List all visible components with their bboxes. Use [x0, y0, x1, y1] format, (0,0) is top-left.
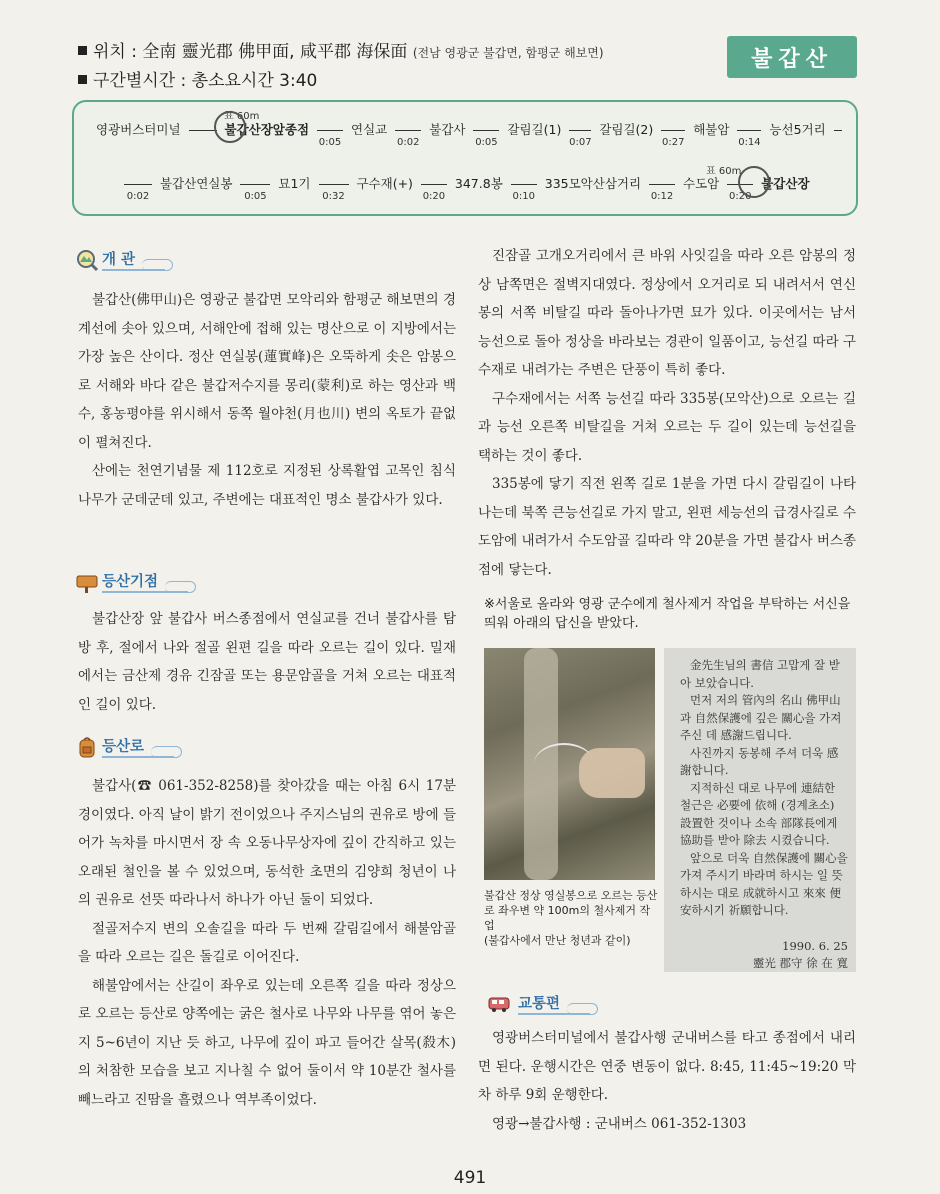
route-stop: 묘1기 [278, 176, 311, 191]
right-column-text [478, 242, 856, 584]
route-stop: 갈림길(2) [599, 122, 654, 137]
route-stop: 347.8봉 [454, 176, 503, 191]
letter-signature: 靈光 郡守 徐 在 寬 [752, 956, 848, 970]
caption-line: (불갑사에서 만난 청년과 같이) [484, 934, 631, 947]
time-label: 구간별시간 : 총소요시간 3:40 [93, 71, 318, 91]
route-stop: 능선5거리 [769, 122, 826, 137]
letter-note: ※서울로 올라와 영광 군수에게 철사제거 작업을 부탁하는 서신을 띄워 아래의 답신을 받았다. [484, 597, 851, 631]
route-stop: 335모악산삼거리 [544, 176, 642, 191]
location-small: (전남 영광군 불갑면, 함평군 해보면) [412, 46, 604, 60]
elevation-label: 표 60m [706, 166, 742, 177]
route-stop: 해불암 [693, 122, 730, 137]
route-stop: 영광버스터미널 [96, 122, 181, 137]
section-label: 교통편 [518, 992, 590, 1015]
reply-letter [664, 648, 856, 972]
route-stop: 수도암 [683, 176, 720, 191]
route-segment: 0:02 [395, 130, 421, 131]
section-label: 등산로 [102, 735, 174, 758]
route-segment: 0:27 [661, 130, 685, 131]
photo-caption [484, 888, 659, 948]
route-segment: 0:12 [649, 184, 675, 185]
letter-paragraph: 사진까지 동봉해 주셔 더욱 感謝합니다. [680, 745, 839, 777]
signpost-icon [76, 571, 98, 593]
overview-text [78, 286, 456, 514]
bullet-square-icon [78, 75, 87, 84]
route-segment: 0:07 [569, 130, 591, 131]
letter-paragraph: 金先生님의 書信 고맙게 잘 받아 보았습니다. [680, 658, 840, 690]
wire-removal-photo [484, 648, 655, 880]
route-segment: 0:10 [511, 184, 537, 185]
route-stop: 불갑산장앞종점 [224, 122, 310, 137]
route-row-1 [96, 120, 846, 148]
paragraph: 영광→불갑사행 : 군내버스 061-352-1303 [492, 1115, 747, 1132]
route-segment: 0:20 [421, 184, 447, 185]
section-trail-start [76, 570, 188, 593]
letter-date: 1990. 6. 25 [782, 938, 848, 953]
paragraph: 불갑산(佛甲山)은 영광군 불갑면 모악리와 함평군 해보면의 경계선에 솟아 있으며, 서해안에 접해 있는 명산으로 이 지방에서는 가장 높은 산이다. 정산 연실봉(蓮實峰)은 오뚝하게 솟은 암봉으로 서해와 바다 같은 불갑저수지를 몽리(蒙利)로 하는 영산과 백수, 홍농평야를 위시해서 동쪽 월야천(月也川) 변의 옥토가 끝없이 펼쳐진다. [78, 292, 456, 451]
magnifier-mountain-icon [76, 249, 98, 271]
elevation-label: 표 60m [224, 111, 260, 122]
transport-text [478, 1024, 856, 1138]
location-label: 위치 : 全南 靈光郡 佛甲面, 咸平郡 海保面 [93, 42, 408, 62]
route-segment: 0:20 [727, 184, 753, 185]
trail-start-text [78, 605, 456, 719]
climbing-route-text [78, 772, 456, 1114]
caption-line: 불갑산 정상 영실봉으로 오르는 등산로 좌우변 약 100m의 철사제거 작업 [484, 889, 658, 932]
letter-paragraph: 지적하신 대로 나무에 連結한 철근은 必要에 依해 (경계초소) 設置한 것이나 소속 部隊長에게 協助를 받아 除去 시켰습니다. [680, 780, 838, 847]
paragraph: 불갑산장 앞 불갑사 버스종점에서 연실교를 건너 불갑사를 탐방 후, 절에서 나와 절골 왼편 길을 따라 오르는 길이 있다. 밀재에서는 금산제 경유 긴잠골 또는 용문암골을 거쳐 오르는 대표적인 길이 있다. [78, 611, 456, 713]
page-number: 491 [453, 1168, 487, 1188]
letter-paragraph: 먼저 저의 管內의 名山 佛甲山과 自然保護에 깊은 關心을 가져 주신 데 感謝드립니다. [680, 693, 842, 742]
paragraph: 진잠골 고개오거리에서 큰 바위 사잇길을 따라 오른 암봉의 정상 남쪽면은 절벽지대였다. 정상에서 오거리로 되 내려서서 연신봉의 서쪽 비탈길 따라 돌아나가면 묘가 있다. 이곳에서는 남서 능선으로 돌아 정상을 바라보는 경관이 일품이고, 능선길 따라 구수재로 내려가는 주변은 단풍이 특히 좋다. [478, 248, 856, 378]
end-circle-marker [738, 166, 770, 198]
route-segment: 0:32 [319, 184, 349, 185]
start-circle-marker [214, 111, 246, 143]
route-stop: 불갑산연실봉 [159, 176, 233, 191]
section-climbing-route [76, 735, 174, 758]
section-overview [76, 248, 165, 271]
bus-icon [484, 993, 514, 1015]
paragraph: 해불암에서는 산길이 좌우로 있는데 오른쪽 길을 따라 정상으로 오르는 등산로 양쪽에는 굵은 철사로 나무와 나무를 엮어 놓은 지 5~6년이 지난 듯 하고, 나무에 깊이 파고 들어간 살목(殺木)의 처참한 모습을 보고 지나칠 수 없어 둘이서 약 10분간 철사를 빼느라고 진땀을 흘렸으나 역부족이었다. [78, 977, 456, 1108]
section-label: 개 관 [102, 248, 165, 271]
route-stop: 불갑산장 [761, 176, 810, 191]
backpack-icon [76, 736, 98, 758]
route-stop: 구수재(+) [356, 176, 413, 191]
route-stop: 갈림길(1) [507, 122, 562, 137]
route-segment: 0:05 [317, 130, 343, 131]
paragraph: 불갑사(☎ 061-352-8258)를 찾아갔을 때는 아침 6시 17분 경이였다. 아직 날이 밝기 전이었으나 주지스님의 권유로 방에 들어가 녹차를 마시면서 장 속 오동나무상자에 깊이 간직하고 있는 오래된 철인을 볼 수 있었으며, 동석한 초면의 김양희 청년이 나의 권유로 선뜻 따라나서 하나가 아닌 둘이 되었다. [78, 778, 456, 908]
route-stop: 연실교 [351, 122, 388, 137]
route-stop: 불갑사 [429, 122, 466, 137]
paragraph: 영광버스터미널에서 불갑사행 군내버스를 타고 종점에서 내리면 된다. 운행시간은 연중 변동이 없다. 8:45, 11:45~19:20 막차 하루 9회 운행한다. [478, 1030, 856, 1103]
photo-hand [579, 748, 645, 798]
route-segment: 0:02 [124, 184, 152, 185]
section-transport [484, 992, 590, 1015]
paragraph: 절골저수지 변의 오솔길을 따라 두 번째 갈림길에서 해불암골을 따라 오르는 길은 돌길로 이어진다. [78, 920, 456, 965]
paragraph: 구수재에서는 서쪽 능선길 따라 335봉(모악산)으로 오르는 길과 능선 오른쪽 비탈길을 거쳐 오르는 두 길이 있는데 능선길을 택하는 것이 좋다. [478, 390, 856, 464]
route-segment: 0:05 [240, 184, 270, 185]
bullet-square-icon [78, 46, 87, 55]
letter-paragraph: 앞으로 더욱 自然保護에 關心을 가져 주시기 바라며 하시는 일 뜻하시는 대로 成就하시고 來來 便安하시기 祈願합니다. [680, 850, 848, 917]
route-diagram [72, 100, 858, 216]
route-segment: 0:14 [737, 130, 761, 131]
section-label: 등산기점 [102, 570, 188, 593]
paragraph: 산에는 천연기념물 제 112호로 지정된 상록활엽 고목인 침식나무가 군데군데 있고, 주변에는 대표적인 명소 불갑사가 있다. [78, 463, 456, 508]
route-segment: 0:05 [473, 130, 499, 131]
mountain-title: 불갑산 [727, 36, 857, 78]
paragraph: 335봉에 닿기 직전 왼쪽 길로 1분을 가면 다시 갈림길이 나타나는데 북쪽 큰능선길로 가지 말고, 왼편 세능선의 급경사길로 수도암에 내려가서 수도암골 길따라 약 20분을 가면 불갑사 버스종점에 닿는다. [478, 476, 856, 578]
route-segment [189, 130, 217, 131]
route-segment [834, 130, 842, 131]
